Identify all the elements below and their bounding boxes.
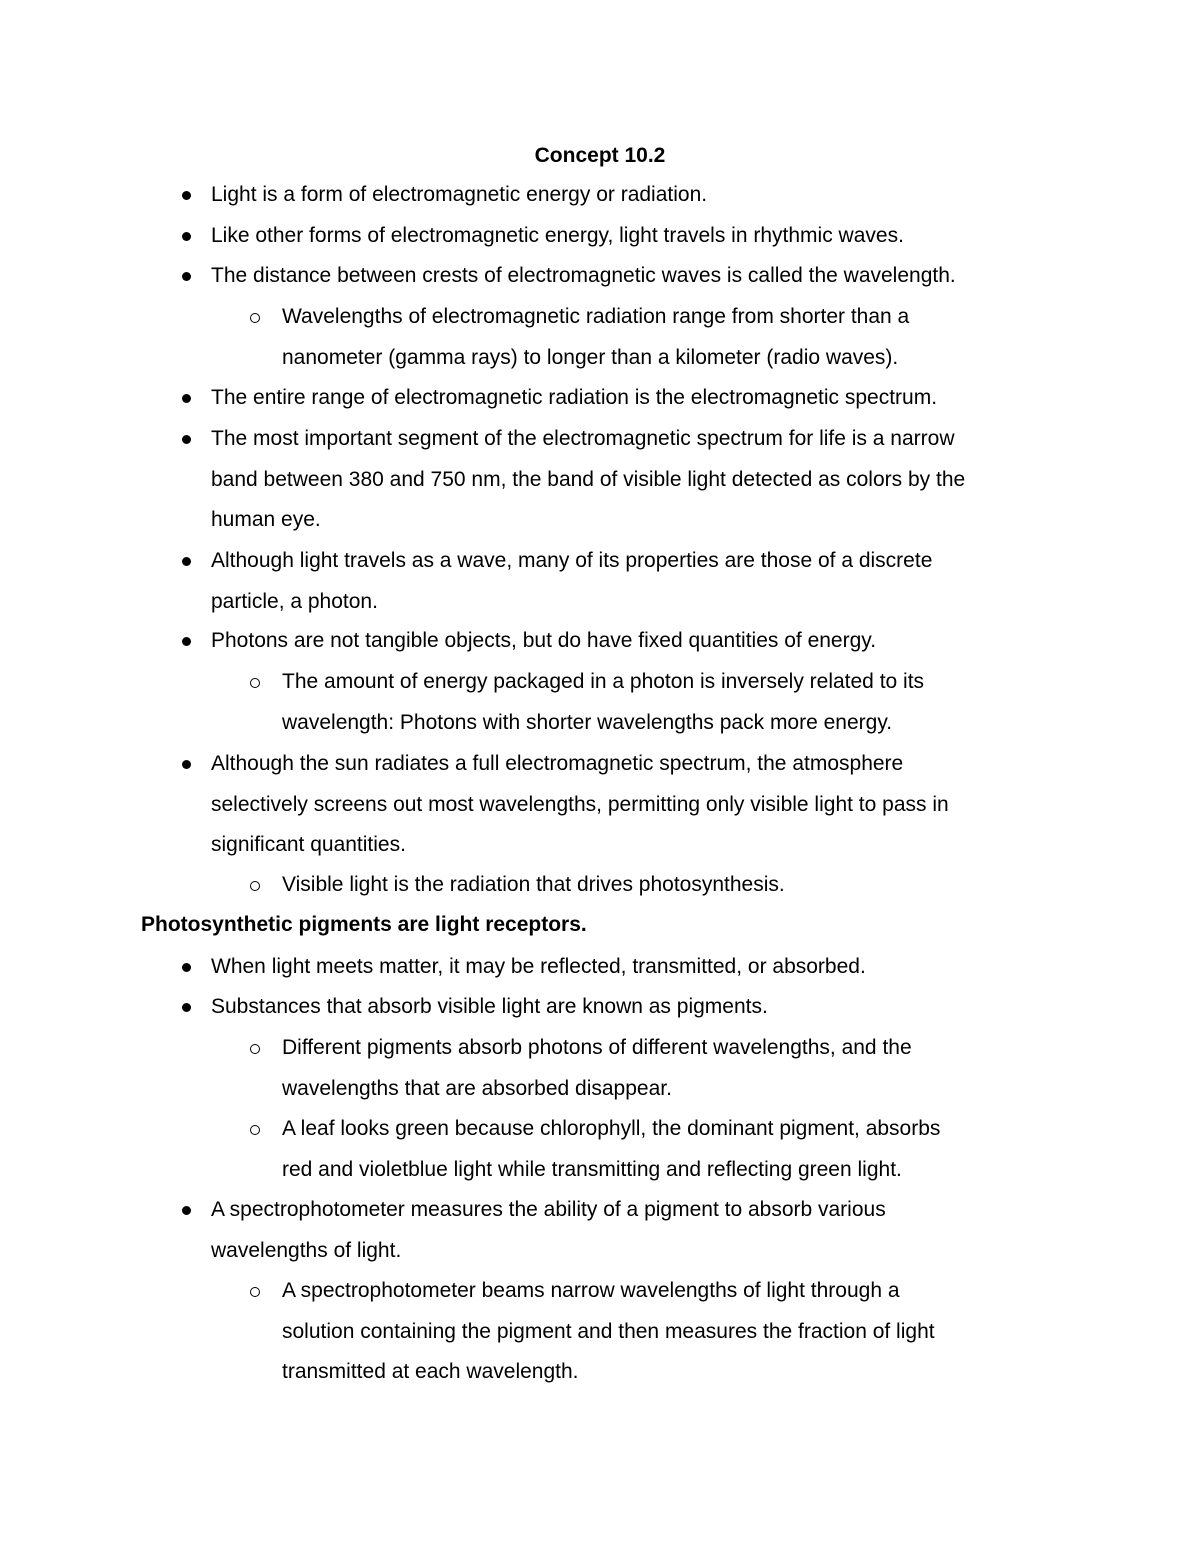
list-item-text: wavelengths of light. xyxy=(211,1238,402,1262)
list-item xyxy=(211,987,768,1028)
bullet-disc-icon xyxy=(182,557,191,566)
list-item-text: The entire range of electromagnetic radiation is the electromagnetic spectrum. xyxy=(211,386,938,409)
list-item-text: nanometer (gamma rays) to longer than a kilometer (radio waves). xyxy=(282,345,899,369)
list-item-text: Photons are not tangible objects, but do have fixed quantities of energy. xyxy=(211,629,877,652)
bullet-disc-icon xyxy=(182,1206,191,1215)
list-item-text: Wavelengths of electromagnetic radiation range from shorter than a xyxy=(282,305,910,328)
list-subitem xyxy=(282,297,909,378)
list-item xyxy=(211,1190,886,1271)
list-item-text: transmitted at each wavelength. xyxy=(282,1360,579,1384)
bullet-disc-icon xyxy=(182,963,191,972)
list-item-text: When light meets matter, it may be reflected, transmitted, or absorbed. xyxy=(211,955,866,978)
list-item-text: red and violetblue light while transmitting and reflecting green light. xyxy=(282,1157,902,1181)
bullet-disc-icon xyxy=(182,272,191,281)
list-item xyxy=(211,216,904,257)
page-title: Concept 10.2 xyxy=(534,144,666,167)
list-item xyxy=(211,419,965,541)
list-item-text: The distance between crests of electromagnetic waves is called the wavelength. xyxy=(211,264,956,287)
list-item-text: Different pigments absorb photons of different wavelengths, and the xyxy=(282,1036,912,1059)
list-item xyxy=(211,175,707,216)
bullet-circle-icon xyxy=(250,313,260,323)
section-heading: Photosynthetic pigments are light receptors. xyxy=(141,913,587,936)
bullet-disc-icon xyxy=(182,637,191,646)
bullet-disc-icon xyxy=(182,760,191,769)
bullet-circle-icon xyxy=(250,1125,260,1135)
list-subitem xyxy=(282,1109,940,1190)
list-item-text: Substances that absorb visible light are known as pigments. xyxy=(211,995,768,1018)
list-subitem xyxy=(282,865,785,906)
list-item-text: significant quantities. xyxy=(211,833,406,857)
list-item xyxy=(211,621,876,662)
list-item-text: Light is a form of electromagnetic energy or radiation. xyxy=(211,183,708,206)
list-item-text: human eye. xyxy=(211,508,321,532)
list-item-text: Although the sun radiates a full electromagnetic spectrum, the atmosphere xyxy=(211,752,904,775)
list-item xyxy=(211,744,949,866)
list-item xyxy=(211,947,866,988)
list-item-text: particle, a photon. xyxy=(211,589,378,613)
list-item-text: Visible light is the radiation that drives photosynthesis. xyxy=(282,873,785,896)
bullet-disc-icon xyxy=(182,435,191,444)
list-item-text: wavelength: Photons with shorter wavelengths pack more energy. xyxy=(282,710,893,734)
bullet-disc-icon xyxy=(182,1003,191,1012)
bullet-disc-icon xyxy=(182,191,191,200)
bullet-circle-icon xyxy=(250,678,260,688)
list-item-text: band between 380 and 750 nm, the band of visible light detected as colors by the xyxy=(211,467,966,491)
bullet-circle-icon xyxy=(250,1044,260,1054)
list-item-text: Although light travels as a wave, many of its properties are those of a discrete xyxy=(211,549,933,572)
list-item-text: A spectrophotometer beams narrow wavelengths of light through a xyxy=(282,1279,900,1302)
bullet-disc-icon xyxy=(182,394,191,403)
list-subitem xyxy=(282,1028,912,1109)
list-item-text: wavelengths that are absorbed disappear. xyxy=(282,1076,672,1100)
list-item-text: Like other forms of electromagnetic energy, light travels in rhythmic waves. xyxy=(211,224,904,247)
list-subitem xyxy=(282,1271,935,1393)
list-item-text: The amount of energy packaged in a photon is inversely related to its xyxy=(282,670,925,693)
list-item-text: A spectrophotometer measures the ability of a pigment to absorb various xyxy=(211,1198,886,1221)
bullet-circle-icon xyxy=(250,881,260,891)
bullet-disc-icon xyxy=(182,232,191,241)
list-item-text: A leaf looks green because chlorophyll, the dominant pigment, absorbs xyxy=(282,1117,941,1140)
bullet-circle-icon xyxy=(250,1287,260,1297)
list-subitem xyxy=(282,662,924,743)
list-item-text: solution containing the pigment and then measures the fraction of light xyxy=(282,1319,935,1343)
list-item xyxy=(211,378,937,419)
list-item xyxy=(211,256,956,297)
list-item-text: The most important segment of the electromagnetic spectrum for life is a narrow xyxy=(211,427,955,450)
list-item-text: selectively screens out most wavelengths, permitting only visible light to pass in xyxy=(211,792,949,816)
list-item xyxy=(211,541,932,622)
